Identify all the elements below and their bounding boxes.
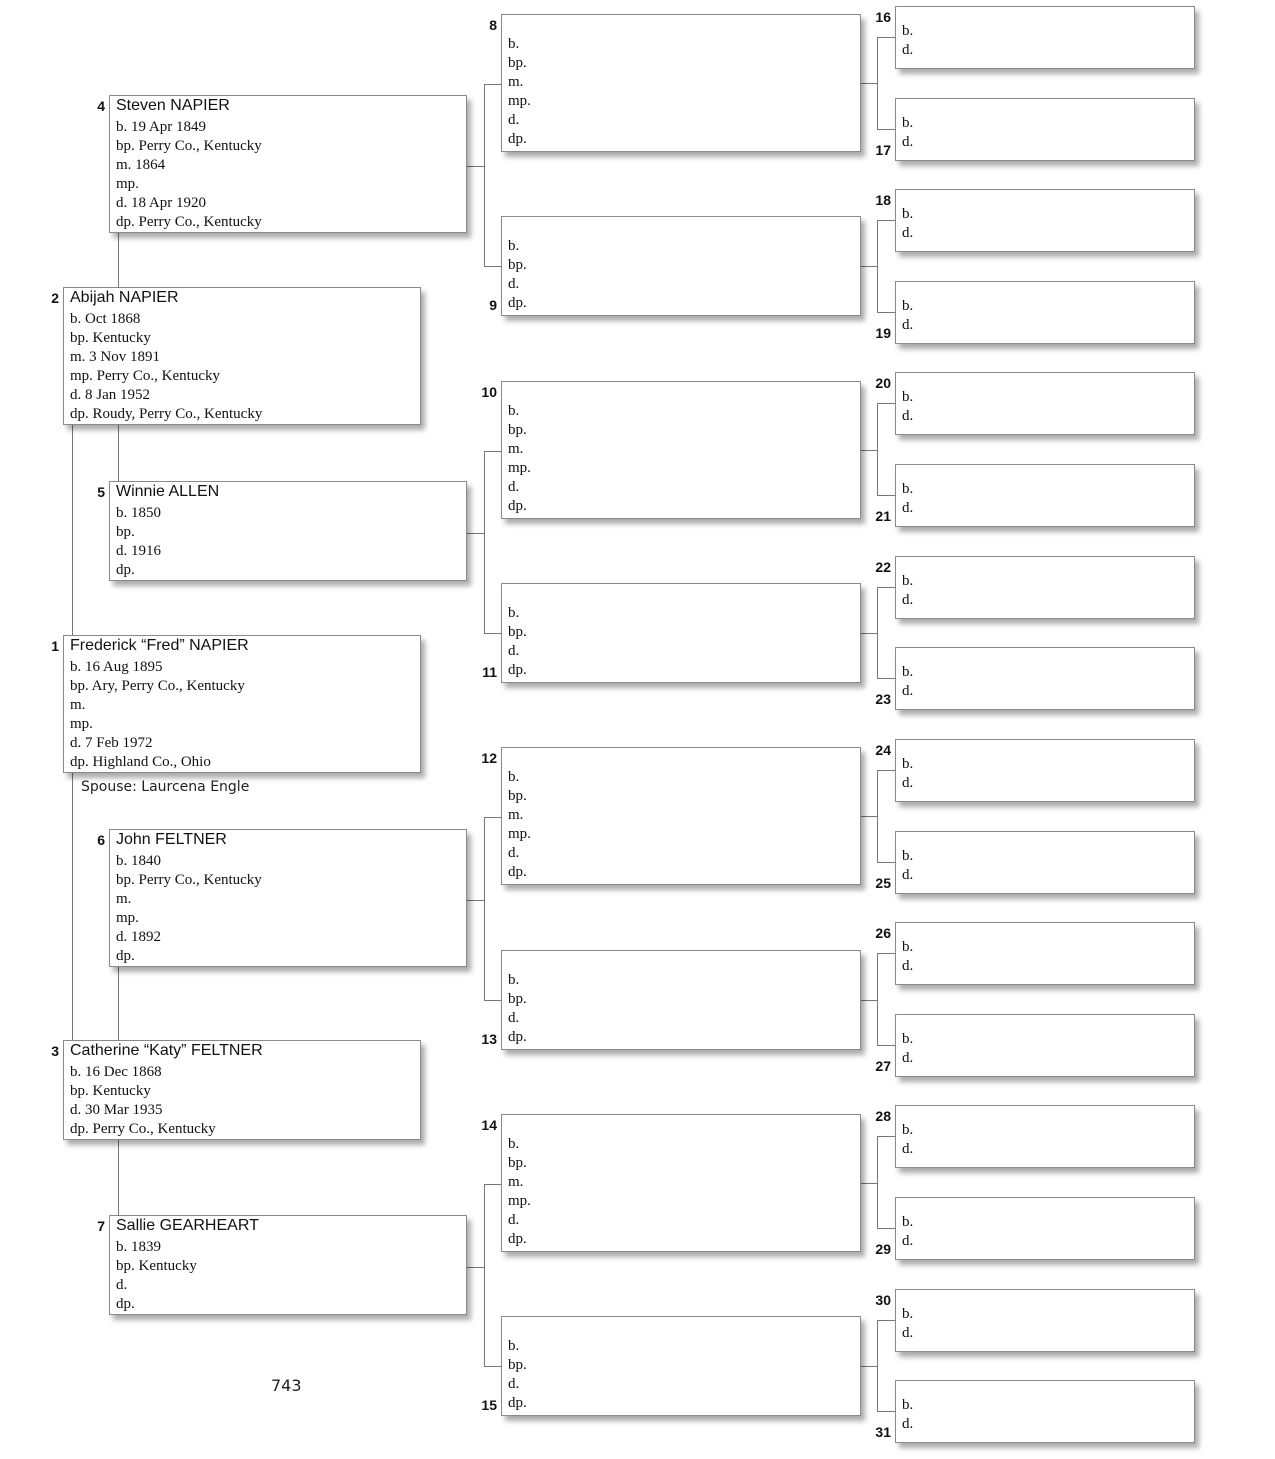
person-box-25 xyxy=(895,831,1195,894)
person-box-26 xyxy=(895,922,1195,985)
connector-line xyxy=(72,425,73,635)
person-number: 23 xyxy=(875,691,891,707)
detail-line: d. xyxy=(902,1049,914,1066)
connector-line xyxy=(877,129,895,130)
connector-line xyxy=(877,403,895,404)
detail-line: d. 30 Mar 1935 xyxy=(70,1102,163,1118)
detail-line: m. xyxy=(508,74,524,90)
detail-line: bp. xyxy=(116,524,135,540)
connector-line xyxy=(877,770,878,862)
detail-line: mp. xyxy=(70,716,93,732)
person-details xyxy=(902,847,913,885)
person-number: 12 xyxy=(481,750,497,766)
detail-line: bp. Kentucky xyxy=(70,330,151,346)
person-box-9 xyxy=(501,216,861,316)
person-box-1 xyxy=(63,635,421,773)
person-details xyxy=(902,1121,913,1159)
detail-line: d. xyxy=(902,957,914,974)
person-details xyxy=(902,205,913,243)
connector-line xyxy=(467,900,484,901)
person-number: 30 xyxy=(875,1292,891,1308)
detail-line: b. 1850 xyxy=(116,505,161,521)
person-box-2 xyxy=(63,287,421,425)
detail-line: dp. xyxy=(508,1029,527,1045)
detail-line: m. xyxy=(508,807,524,823)
detail-line: d. 1892 xyxy=(116,929,161,945)
connector-line xyxy=(484,451,485,633)
detail-line: b. xyxy=(902,388,914,405)
detail-line: d. xyxy=(902,1415,914,1432)
person-box-14 xyxy=(501,1114,861,1252)
person-box-8 xyxy=(501,14,861,152)
person-name: Steven NAPIER xyxy=(116,97,230,114)
person-number: 29 xyxy=(875,1241,891,1257)
person-number: 9 xyxy=(489,297,497,313)
detail-line: d. 8 Jan 1952 xyxy=(70,387,150,403)
detail-line: mp. xyxy=(508,460,531,476)
connector-line xyxy=(467,1267,484,1268)
person-number: 7 xyxy=(97,1218,105,1234)
person-details xyxy=(902,1305,913,1343)
person-box-13 xyxy=(501,950,861,1050)
person-details xyxy=(902,663,913,701)
connector-line xyxy=(877,587,878,678)
connector-line xyxy=(861,1000,877,1001)
detail-line: dp. xyxy=(116,948,135,964)
detail-line: m. xyxy=(508,441,524,457)
person-box-4 xyxy=(109,95,467,233)
person-details xyxy=(902,297,913,335)
detail-line: mp. xyxy=(508,1193,531,1209)
connector-line xyxy=(118,425,119,481)
connector-line xyxy=(861,816,877,817)
person-details xyxy=(902,1396,913,1434)
person-box-18 xyxy=(895,189,1195,252)
connector-line xyxy=(877,1411,895,1412)
person-box-27 xyxy=(895,1014,1195,1077)
person-name: Catherine “Katy” FELTNER xyxy=(70,1042,263,1059)
person-details xyxy=(116,1238,197,1314)
detail-line: d. xyxy=(508,112,520,128)
person-details xyxy=(902,22,913,60)
detail-line: d. xyxy=(902,1324,914,1341)
person-box-20 xyxy=(895,372,1195,435)
person-number: 15 xyxy=(481,1397,497,1413)
person-details xyxy=(508,1135,531,1249)
detail-line: b. xyxy=(902,847,914,864)
detail-line: dp. Highland Co., Ohio xyxy=(70,754,211,770)
person-details xyxy=(508,402,531,516)
person-box-15 xyxy=(501,1316,861,1416)
connector-line xyxy=(877,495,895,496)
person-number: 17 xyxy=(875,142,891,158)
person-box-21 xyxy=(895,464,1195,527)
detail-line: d. xyxy=(902,1232,914,1249)
person-box-19 xyxy=(895,281,1195,344)
connector-line xyxy=(484,1000,501,1001)
detail-line: dp. Perry Co., Kentucky xyxy=(70,1121,216,1137)
connector-line xyxy=(877,220,878,312)
connector-line xyxy=(877,770,895,771)
detail-line: b. xyxy=(902,22,914,39)
person-number: 1 xyxy=(51,638,59,654)
person-number: 28 xyxy=(875,1108,891,1124)
detail-line: d. xyxy=(508,1010,520,1026)
detail-line: b. 1840 xyxy=(116,853,161,869)
connector-line xyxy=(484,1184,501,1185)
person-box-6 xyxy=(109,829,467,967)
detail-line: dp. xyxy=(116,562,135,578)
person-number: 26 xyxy=(875,925,891,941)
detail-line: b. xyxy=(902,480,914,497)
person-number: 20 xyxy=(875,375,891,391)
detail-line: dp. xyxy=(508,864,527,880)
detail-line: d. xyxy=(902,407,914,424)
detail-line: b. xyxy=(508,605,520,621)
person-details xyxy=(116,852,262,966)
person-number: 6 xyxy=(97,832,105,848)
connector-line xyxy=(467,166,484,167)
person-box-29 xyxy=(895,1197,1195,1260)
connector-line xyxy=(484,817,485,1000)
person-details xyxy=(508,237,527,313)
detail-line: b. xyxy=(902,755,914,772)
detail-line: d. xyxy=(508,643,520,659)
detail-line: bp. xyxy=(508,1155,527,1171)
connector-line xyxy=(861,633,877,634)
detail-line: dp. xyxy=(508,295,527,311)
connector-line xyxy=(877,953,878,1045)
person-details xyxy=(116,504,161,580)
person-details xyxy=(508,1337,527,1413)
connector-line xyxy=(484,1184,485,1366)
person-name: Sallie GEARHEART xyxy=(116,1217,259,1234)
detail-line: bp. xyxy=(508,55,527,71)
detail-line: d. xyxy=(902,866,914,883)
detail-line: bp. xyxy=(508,624,527,640)
detail-line: b. Oct 1868 xyxy=(70,311,141,327)
detail-line: b. xyxy=(902,938,914,955)
person-details xyxy=(902,388,913,426)
detail-line: bp. xyxy=(508,1357,527,1373)
detail-line: dp. xyxy=(508,498,527,514)
person-number: 24 xyxy=(875,742,891,758)
detail-line: m. xyxy=(508,1174,524,1190)
detail-line: m. xyxy=(116,891,132,907)
person-details xyxy=(902,480,913,518)
detail-line: d. 18 Apr 1920 xyxy=(116,195,206,211)
detail-line: dp. xyxy=(508,662,527,678)
detail-line: b. xyxy=(902,1396,914,1413)
person-number: 11 xyxy=(482,664,497,680)
connector-line xyxy=(118,1140,119,1215)
person-box-31 xyxy=(895,1380,1195,1443)
detail-line: d. xyxy=(902,133,914,150)
detail-line: d. xyxy=(508,1376,520,1392)
detail-line: d. xyxy=(508,845,520,861)
connector-line xyxy=(118,233,119,287)
connector-line xyxy=(484,84,485,266)
page-number: 743 xyxy=(271,1376,302,1395)
detail-line: dp. xyxy=(508,131,527,147)
person-box-17 xyxy=(895,98,1195,161)
connector-line xyxy=(877,678,895,679)
detail-line: d. 1916 xyxy=(116,543,161,559)
connector-line xyxy=(484,817,501,818)
detail-line: b. xyxy=(902,1305,914,1322)
person-number: 13 xyxy=(481,1031,497,1047)
person-details xyxy=(70,658,245,772)
detail-line: m. xyxy=(70,697,86,713)
detail-line: dp. xyxy=(508,1231,527,1247)
person-details xyxy=(508,35,531,149)
connector-line xyxy=(877,587,895,588)
detail-line: b. xyxy=(902,205,914,222)
detail-line: b. xyxy=(508,769,520,785)
connector-line xyxy=(467,533,484,534)
detail-line: b. 1839 xyxy=(116,1239,161,1255)
connector-line xyxy=(118,967,119,1040)
detail-line: bp. Perry Co., Kentucky xyxy=(116,872,262,888)
detail-line: b. xyxy=(508,403,520,419)
person-number: 14 xyxy=(481,1117,497,1133)
detail-line: mp. xyxy=(508,826,531,842)
person-number: 10 xyxy=(481,384,497,400)
connector-line xyxy=(877,37,878,129)
detail-line: b. xyxy=(508,36,520,52)
detail-line: d. xyxy=(902,1140,914,1157)
person-box-28 xyxy=(895,1105,1195,1168)
detail-line: bp. Kentucky xyxy=(116,1258,197,1274)
detail-line: d. xyxy=(902,41,914,58)
person-details xyxy=(902,114,913,152)
person-name: Abijah NAPIER xyxy=(70,289,179,306)
detail-line: mp. xyxy=(116,910,139,926)
detail-line: b. 16 Aug 1895 xyxy=(70,659,163,675)
person-number: 27 xyxy=(875,1058,891,1074)
detail-line: d. 7 Feb 1972 xyxy=(70,735,153,751)
connector-line xyxy=(861,83,877,84)
person-details xyxy=(902,938,913,976)
detail-line: mp. xyxy=(508,93,531,109)
detail-line: bp. xyxy=(508,422,527,438)
detail-line: bp. Perry Co., Kentucky xyxy=(116,138,262,154)
connector-line xyxy=(877,220,895,221)
connector-line xyxy=(877,37,895,38)
detail-line: bp. Ary, Perry Co., Kentucky xyxy=(70,678,245,694)
person-box-3 xyxy=(63,1040,421,1140)
connector-line xyxy=(877,1136,895,1137)
person-box-16 xyxy=(895,6,1195,69)
detail-line: b. xyxy=(902,114,914,131)
detail-line: b. xyxy=(902,297,914,314)
spouse-label: Spouse: Laurcena Engle xyxy=(81,779,250,795)
connector-line xyxy=(877,312,895,313)
detail-line: dp. Perry Co., Kentucky xyxy=(116,214,262,230)
person-name: Frederick “Fred” NAPIER xyxy=(70,637,249,654)
person-number: 25 xyxy=(875,875,891,891)
detail-line: b. xyxy=(508,1136,520,1152)
detail-line: b. xyxy=(902,1121,914,1138)
person-box-7 xyxy=(109,1215,467,1315)
connector-line xyxy=(861,266,877,267)
detail-line: d. xyxy=(508,276,520,292)
detail-line: d. xyxy=(902,224,914,241)
connector-line xyxy=(484,1366,501,1367)
detail-line: bp. xyxy=(508,788,527,804)
detail-line: b. xyxy=(508,238,520,254)
person-details xyxy=(902,572,913,610)
connector-line xyxy=(877,403,878,495)
detail-line: d. xyxy=(902,591,914,608)
person-box-30 xyxy=(895,1289,1195,1352)
connector-line xyxy=(484,633,501,634)
detail-line: b. xyxy=(902,1030,914,1047)
detail-line: dp. xyxy=(508,1395,527,1411)
detail-line: b. 19 Apr 1849 xyxy=(116,119,206,135)
connector-line xyxy=(484,451,501,452)
person-number: 18 xyxy=(875,192,891,208)
connector-line xyxy=(861,1183,877,1184)
person-details xyxy=(902,1030,913,1068)
detail-line: d. xyxy=(508,479,520,495)
person-box-5 xyxy=(109,481,467,581)
person-number: 19 xyxy=(875,325,891,341)
person-box-22 xyxy=(895,556,1195,619)
connector-line xyxy=(877,953,895,954)
person-name: Winnie ALLEN xyxy=(116,483,220,500)
detail-line: b. xyxy=(902,572,914,589)
person-number: 31 xyxy=(875,1424,891,1440)
connector-line xyxy=(877,1045,895,1046)
detail-line: mp. xyxy=(116,176,139,192)
detail-line: d. xyxy=(902,499,914,516)
connector-line xyxy=(861,1366,877,1367)
connector-line xyxy=(861,450,877,451)
person-number: 8 xyxy=(489,17,497,33)
detail-line: d. xyxy=(116,1277,128,1293)
detail-line: m. 3 Nov 1891 xyxy=(70,349,160,365)
connector-line xyxy=(877,1136,878,1228)
person-number: 4 xyxy=(97,98,105,114)
detail-line: mp. Perry Co., Kentucky xyxy=(70,368,220,384)
connector-line xyxy=(484,266,501,267)
detail-line: m. 1864 xyxy=(116,157,166,173)
person-box-10 xyxy=(501,381,861,519)
person-box-24 xyxy=(895,739,1195,802)
detail-line: bp. Kentucky xyxy=(70,1083,151,1099)
person-number: 21 xyxy=(875,508,891,524)
detail-line: bp. xyxy=(508,991,527,1007)
connector-line xyxy=(877,862,895,863)
person-details xyxy=(508,768,531,882)
person-details xyxy=(116,118,262,232)
detail-line: d. xyxy=(508,1212,520,1228)
detail-line: bp. xyxy=(508,257,527,273)
connector-line xyxy=(484,84,501,85)
detail-line: b. xyxy=(902,663,914,680)
person-number: 22 xyxy=(875,559,891,575)
person-details xyxy=(902,755,913,793)
person-details xyxy=(508,971,527,1047)
detail-line: d. xyxy=(902,774,914,791)
person-number: 2 xyxy=(51,290,59,306)
person-details xyxy=(508,604,527,680)
detail-line: b. xyxy=(508,1338,520,1354)
detail-line: d. xyxy=(902,682,914,699)
person-box-12 xyxy=(501,747,861,885)
person-details xyxy=(70,1063,216,1139)
person-number: 5 xyxy=(97,484,105,500)
detail-line: b. xyxy=(902,1213,914,1230)
connector-line xyxy=(877,1320,878,1411)
person-box-23 xyxy=(895,647,1195,710)
person-box-11 xyxy=(501,583,861,683)
detail-line: d. xyxy=(902,316,914,333)
person-number: 16 xyxy=(875,9,891,25)
person-details xyxy=(70,310,262,424)
person-details xyxy=(902,1213,913,1251)
detail-line: b. xyxy=(508,972,520,988)
connector-line xyxy=(877,1228,895,1229)
detail-line: dp. xyxy=(116,1296,135,1312)
detail-line: dp. Roudy, Perry Co., Kentucky xyxy=(70,406,263,422)
connector-line xyxy=(877,1320,895,1321)
connector-line xyxy=(72,773,73,1040)
person-name: John FELTNER xyxy=(116,831,227,848)
detail-line: b. 16 Dec 1868 xyxy=(70,1064,162,1080)
person-number: 3 xyxy=(51,1043,59,1059)
